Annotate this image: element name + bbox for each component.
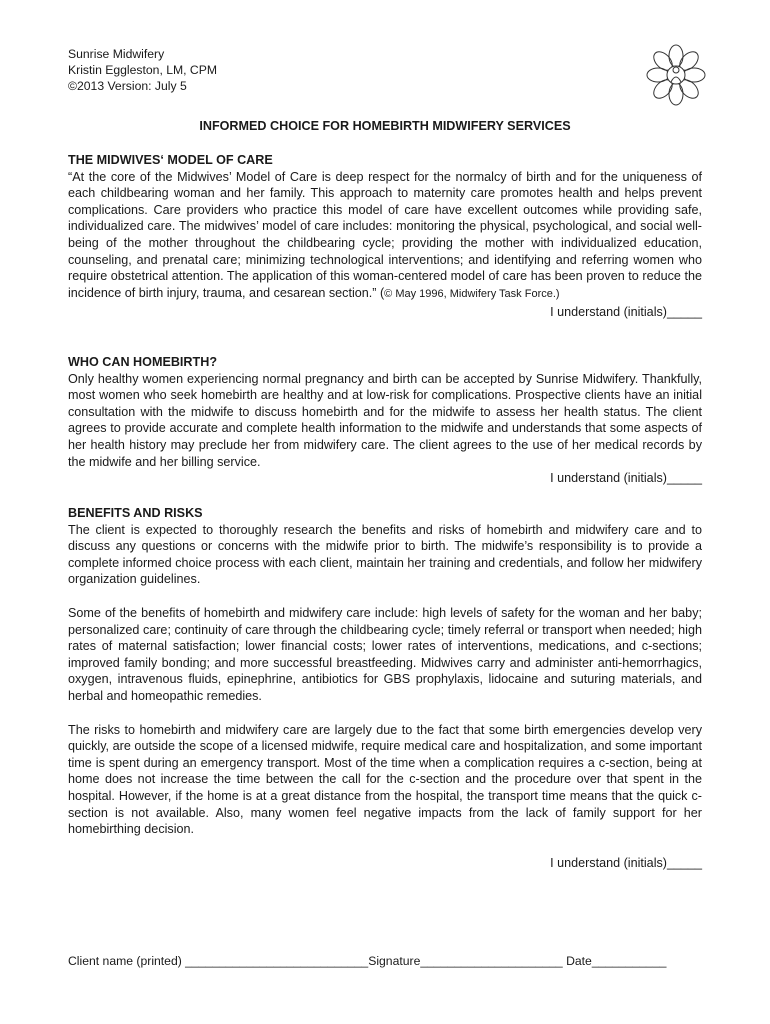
initials-line[interactable]: I understand (initials)_____ xyxy=(550,855,702,870)
paragraph-risks: The risks to homebirth and midwifery care are largely due to the fact that some birth emergencies develop very quickly, are outside the scope of a licensed midwife, require medical care and hospitalization, and some important time is spent during an emergency transport. Most of the time when a complication requires a c-section, being at home does not increase the time between the call for the c-section and the procedure over that spent in the hospital. However, if the home is at a great distance from the hospital, the transport time means that the quick c-section is not available. Also, many women feel negative impacts from the lack of family support for her homebirthing decision. xyxy=(68,722,702,837)
section-heading: WHO CAN HOMEBIRTH? xyxy=(68,355,218,369)
section-model-of-care xyxy=(68,152,702,321)
section-text: Only healthy women experiencing normal pregnancy and birth can be accepted by Sunrise Midwifery. Thankfully, most women who seek homebirth are healthy and at low-risk for complications. Prospective clients have an initial consultation with the midwife to discuss homebirth and for the midwife to assess her health status. The client agrees to provide accurate and complete health information to the midwife and understands that some aspects of her health history may preclude her from midwifery care. The client agrees to the use of her medical records by the midwife and her billing service. xyxy=(68,371,702,469)
paragraph-intro: The client is expected to thoroughly research the benefits and risks of homebirth and midwifery care and to discuss any questions or concerns with the midwife prior to birth. The midwife’s responsibility is to provide a complete informed choice process with each client, maintain her training and credentials, and follow her midwifery organization guidelines. xyxy=(68,522,702,587)
document-header xyxy=(68,46,217,94)
citation: © May 1996, Midwifery Task Force.) xyxy=(384,287,560,300)
copyright-version: ©2013 Version: July 5 xyxy=(68,79,187,93)
practice-name: Sunrise Midwifery xyxy=(68,47,165,61)
flower-logo-icon xyxy=(646,44,706,106)
initials-line[interactable]: I understand (initials)_____ xyxy=(550,305,702,320)
section-heading: THE MIDWIVES‘ MODEL OF CARE xyxy=(68,153,273,167)
midwife-name: Kristin Eggleston, LM, CPM xyxy=(68,63,218,77)
document-title: INFORMED CHOICE FOR HOMEBIRTH MIDWIFERY SERVICES xyxy=(199,119,571,133)
paragraph-benefits: Some of the benefits of homebirth and midwifery care include: high levels of safety for the woman and her baby; personalized care; continuity of care through the childbearing cycle; timely referral or transport when needed; high rates of maternal satisfaction; lower financial costs; lower rates of interventions, medications, and c-sections; improved family bonding; and more successful breastfeeding. Midwives carry and administer anti-hemorrhagics, oxygen, intravenous fluids, epinephrine, antibiotics for GBS prophylaxis, lidocaine and suturing materials, and herbal and homeopathic remedies. xyxy=(68,605,702,703)
section-heading: BENEFITS AND RISKS xyxy=(68,506,203,520)
initials-line[interactable]: I understand (initials)_____ xyxy=(550,471,702,486)
section-who-can-homebirth xyxy=(68,354,702,487)
section-benefits-risks xyxy=(68,505,702,871)
signature-line[interactable]: Client name (printed) ___________________________Signature_____________________ Date___________ xyxy=(68,954,667,968)
section-text: “At the core of the Midwives’ Model of Care is deep respect for the normalcy of birth and for the uniqueness of each childbearing woman and her family. This approach to maternity care promotes health and helps prevent complications. Care providers who practice this model of care have excellent outcomes while providing safe, individualized care. The midwives’ model of care includes: monitoring the physical, psychological, and social well-being of the mother throughout the childbearing cycle; providing the mother with individualized education, counseling, and prenatal care; minimizing technological interventions; and identifying and referring women who require obstetrical attention. The application of this woman-centered model of care has been proven to reduce the incidence of birth injury, trauma, and cesarean section.” (© May 1996, Midwifery Task Force.) xyxy=(68,169,702,300)
